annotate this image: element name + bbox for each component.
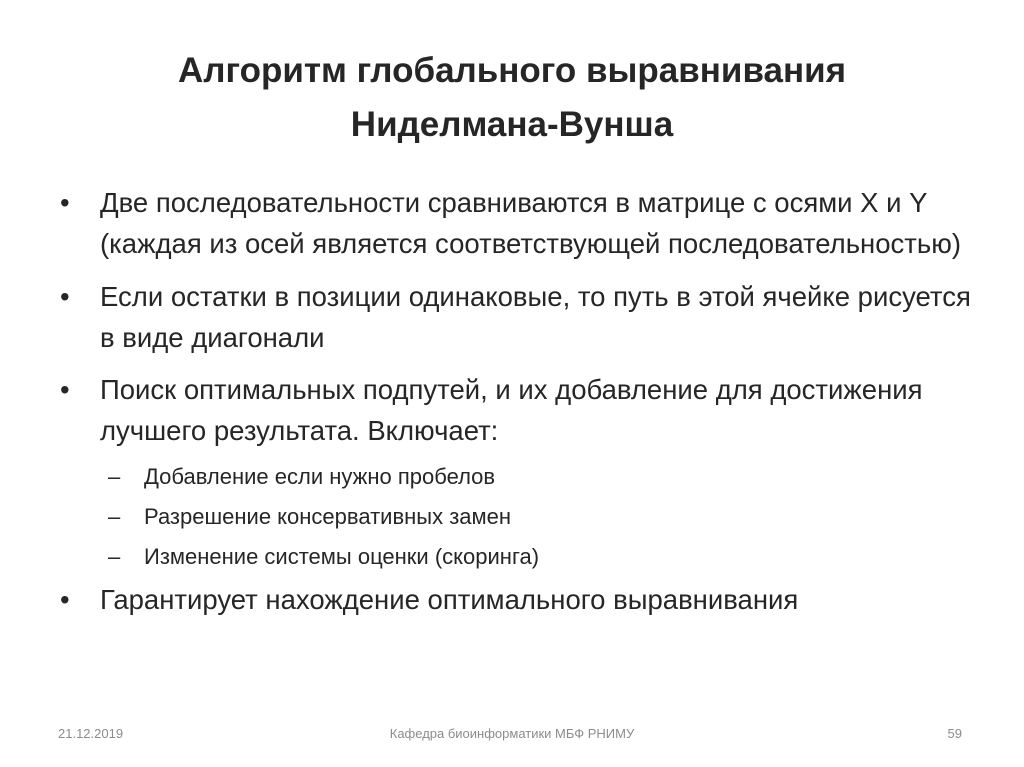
sub-item <box>60 457 990 497</box>
bullet-list <box>60 182 990 620</box>
bullet-text: Гарантирует нахождение оптимального выравнивания <box>100 584 799 615</box>
bullet-marker: • <box>60 374 70 405</box>
slide-number: 59 <box>947 726 962 741</box>
footer-date: 21.12.2019 <box>58 726 124 741</box>
dash-marker: – <box>108 544 121 569</box>
bullet-item <box>60 579 990 620</box>
title-line-2: Ниделмана-Вунша <box>350 105 674 144</box>
footer-department: Кафедра биоинформатики МБФ РНИМУ <box>389 726 635 741</box>
bullet-marker: • <box>60 584 70 615</box>
slide-title <box>60 44 964 152</box>
bullet-text: Если остатки в позиции одинаковые, то путь в этой ячейке рисуется в виде диагонали <box>100 281 971 353</box>
dash-marker: – <box>108 504 121 529</box>
bullet-marker: • <box>60 187 70 218</box>
bullet-text: Поиск оптимальных подпутей, и их добавление для достижения лучшего результата. Включает: <box>100 374 923 446</box>
sub-item-text: Добавление если нужно пробелов <box>144 464 496 489</box>
sub-item <box>60 537 990 577</box>
dash-marker: – <box>108 464 121 489</box>
sub-item-text: Разрешение консервативных замен <box>144 504 512 529</box>
sub-list <box>60 457 990 577</box>
bullet-item <box>60 369 990 451</box>
title-line-1: Алгоритм глобального выравнивания <box>177 51 847 90</box>
sub-item <box>60 497 990 537</box>
bullet-item <box>60 182 990 264</box>
bullet-text: Две последовательности сравниваются в матрице с осями X и Y (каждая из осей является соответствующей последовательностью) <box>100 187 961 259</box>
bullet-marker: • <box>60 281 70 312</box>
sub-item-text: Изменение системы оценки (скоринга) <box>144 544 540 569</box>
bullet-item <box>60 276 990 358</box>
